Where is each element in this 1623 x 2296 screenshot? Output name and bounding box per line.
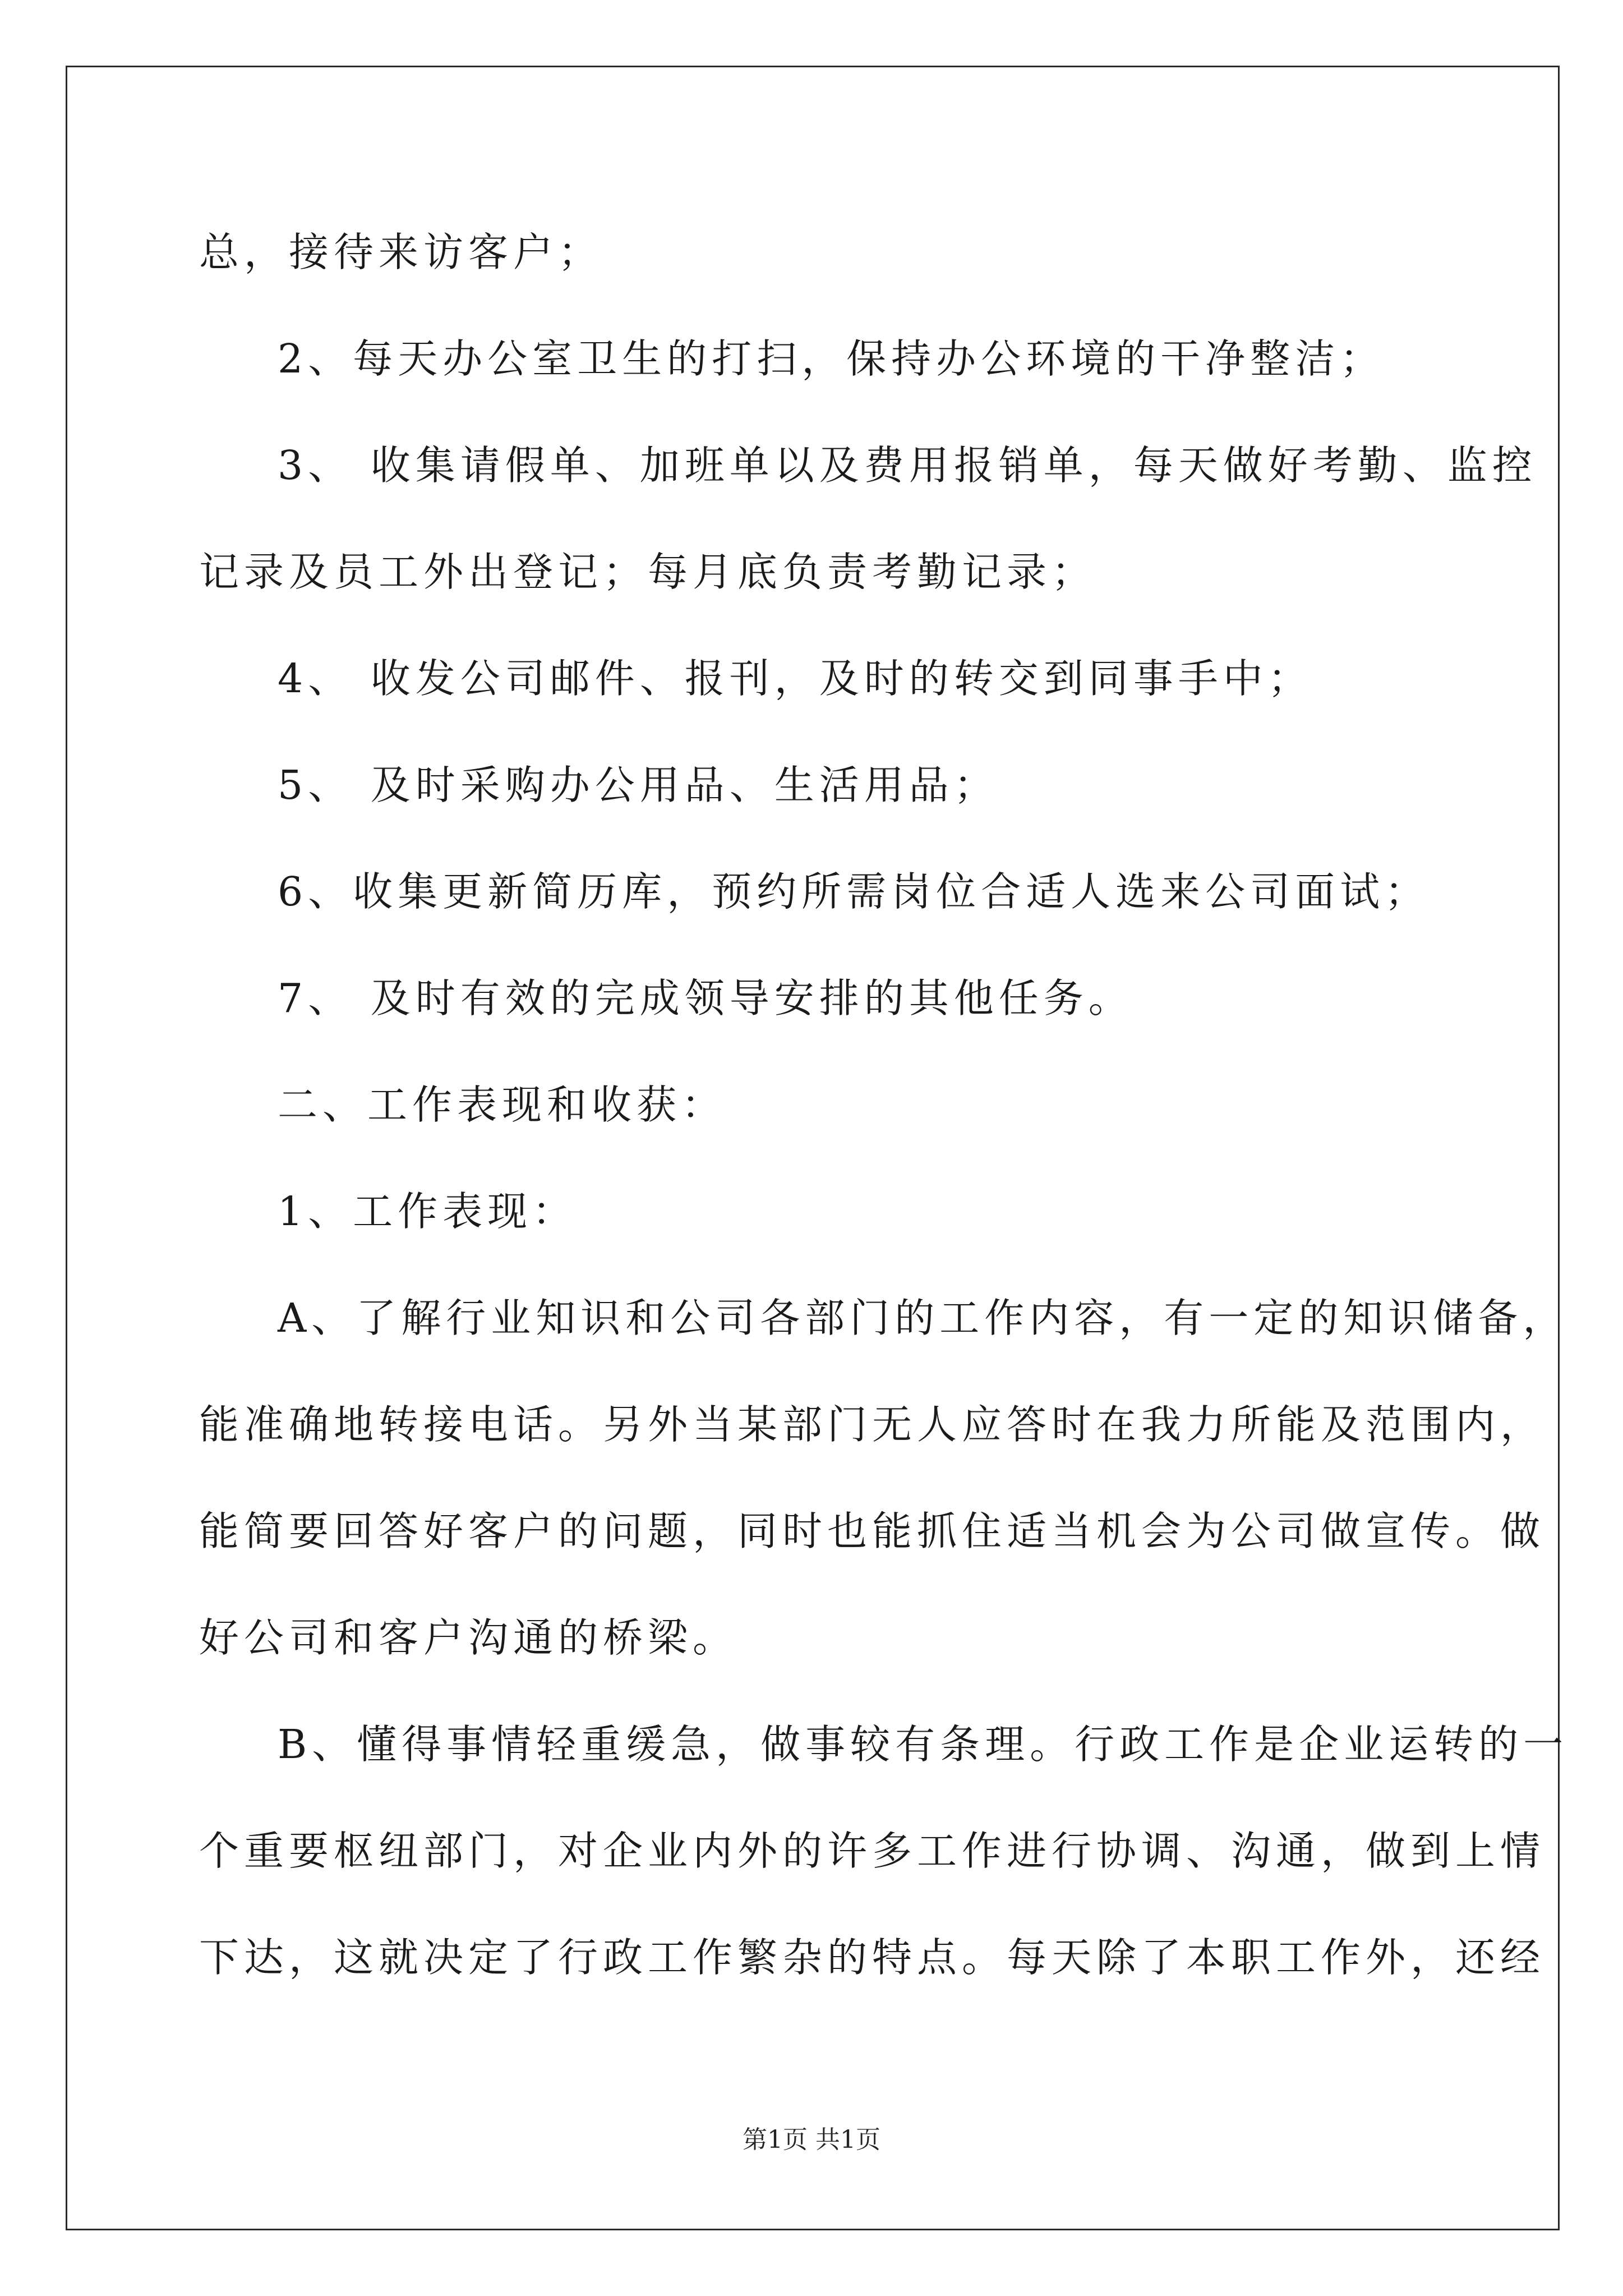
- text-line-1: 总，接待来访客户；: [199, 229, 603, 275]
- text-line-13: 能简要回答好客户的问题，同时也能抓住适当机会为公司做宣传。做: [199, 1508, 1546, 1554]
- section-heading: 二、工作表现和收获：: [278, 1082, 727, 1128]
- text-line-3: 3、 收集请假单、加班单以及费用报销单，每天做好考勤、监控: [278, 442, 1537, 489]
- text-line-14: 好公司和客户沟通的桥梁。: [199, 1614, 738, 1661]
- page-border: [66, 66, 1560, 2230]
- text-line-7: 6、收集更新简历库，预约所需岗位合适人选来公司面试；: [278, 868, 1430, 915]
- page-number-footer: 第1页 共1页: [743, 2125, 880, 2154]
- text-line-4: 记录及员工外出登记；每月底负责考勤记录；: [199, 549, 1097, 595]
- text-line-11: A、了解行业知识和公司各部门的工作内容，有一定的知识储备，: [278, 1295, 1568, 1341]
- text-line-8: 7、 及时有效的完成领导安排的其他任务。: [278, 975, 1133, 1022]
- text-line-16: 个重要枢纽部门，对企业内外的许多工作进行协调、沟通，做到上情: [199, 1828, 1546, 1874]
- text-line-15: B、懂得事情轻重缓急，做事较有条理。行政工作是企业运转的一: [278, 1721, 1569, 1768]
- text-line-17: 下达，这就决定了行政工作繁杂的特点。每天除了本职工作外，还经: [199, 1934, 1546, 1981]
- text-line-2: 2、每天办公室卫生的打扫，保持办公环境的干净整洁；: [278, 335, 1385, 382]
- text-line-12: 能准确地转接电话。另外当某部门无人应答时在我力所能及范围内，: [199, 1401, 1546, 1448]
- text-line-5: 4、 收发公司邮件、报刊，及时的转交到同事手中；: [278, 655, 1313, 702]
- subsection-heading: 1、工作表现：: [278, 1188, 578, 1235]
- text-line-6: 5、 及时采购办公用品、生活用品；: [278, 762, 999, 808]
